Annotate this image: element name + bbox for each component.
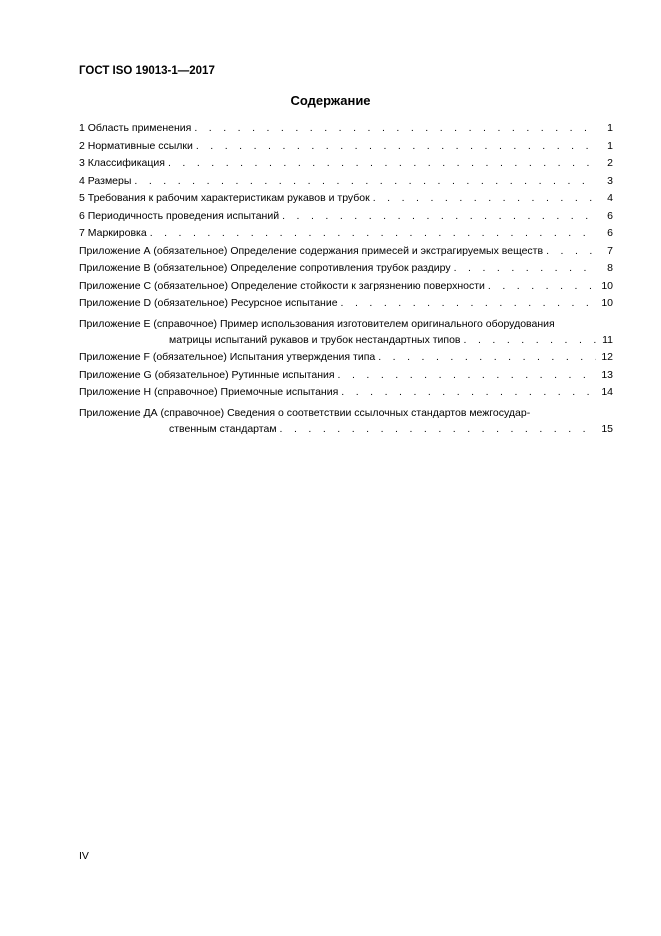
- leader-dots: [373, 190, 596, 208]
- toc-entry-page: 7: [607, 244, 613, 257]
- toc-title: Содержание: [290, 93, 371, 108]
- leader-dots: [280, 421, 596, 439]
- toc-entry-continuation: [79, 332, 613, 350]
- leader-dots: [196, 138, 596, 156]
- toc-entry[interactable]: [79, 295, 613, 313]
- toc-entry-text-line1: Приложение Е (справочное) Пример использования изготовителем оригинального оборудования: [79, 317, 555, 330]
- toc-entry-text: Приложение А (обязательное) Определение содержания примесей и экстрагируемых веществ: [79, 244, 544, 257]
- toc-entry[interactable]: [79, 225, 613, 243]
- toc-entry[interactable]: [79, 260, 613, 278]
- toc-entry-page: 8: [607, 262, 613, 274]
- toc-entry-text: Приложение G (обязательное) Рутинные испытания: [79, 368, 335, 381]
- leader-dots: [454, 260, 596, 278]
- document-code: ГОСТ ISO 19013-1—2017: [79, 65, 215, 77]
- leader-dots: [150, 225, 596, 243]
- toc-entry-text: 4 Размеры: [79, 174, 132, 187]
- leader-dots: [464, 332, 596, 350]
- toc-entry[interactable]: [79, 173, 613, 191]
- toc-entry[interactable]: [79, 138, 613, 156]
- toc-entry-page: 11: [602, 333, 613, 346]
- toc-entry-page: 12: [601, 351, 613, 363]
- toc-entry-text: 6 Периодичность проведения испытаний: [79, 209, 280, 222]
- toc-entry-text: 2 Нормативные ссылки: [79, 139, 193, 152]
- toc-entry[interactable]: [79, 120, 613, 138]
- toc-entry-text: Приложение В (обязательное) Определение сопротивления трубок раздиру: [79, 262, 451, 274]
- toc-entry-text: Приложение D (обязательное) Ресурсное испытание: [79, 297, 338, 309]
- toc-entry-text-line2: матрицы испытаний рукавов и трубок нестандартных типов: [169, 333, 461, 346]
- leader-dots: [168, 155, 596, 173]
- toc-entry-page: 2: [607, 157, 613, 169]
- toc-entry-page: 1: [607, 139, 613, 152]
- leader-dots: [194, 120, 596, 138]
- toc-entry[interactable]: [79, 190, 613, 208]
- leader-dots: [341, 384, 596, 402]
- toc-entry-page: 15: [601, 422, 613, 435]
- toc-entry-multiline[interactable]: [79, 405, 613, 439]
- toc-entry[interactable]: [79, 349, 613, 367]
- leader-dots: [546, 243, 596, 261]
- toc-entry-page: 10: [601, 297, 613, 309]
- toc-entry-text: 3 Классификация: [79, 157, 165, 169]
- toc-entry[interactable]: [79, 367, 613, 385]
- leader-dots: [488, 278, 596, 296]
- toc-entry-text: Приложение С (обязательное) Определение стойкости к загрязнению поверхности: [79, 279, 485, 292]
- toc-entry-text: 1 Область применения: [79, 122, 192, 134]
- toc-entry-page: 6: [607, 227, 613, 239]
- toc-entry-page: 10: [601, 279, 613, 292]
- leader-dots: [378, 349, 596, 367]
- toc-entry-page: 14: [601, 386, 613, 398]
- table-of-contents: [79, 120, 613, 438]
- toc-entry[interactable]: [79, 384, 613, 402]
- toc-entry[interactable]: [79, 155, 613, 173]
- leader-dots: [282, 208, 596, 226]
- toc-entry-page: 6: [607, 209, 613, 222]
- toc-entry-page: 3: [607, 174, 613, 187]
- toc-entry-text: 5 Требования к рабочим характеристикам рукавов и трубок: [79, 192, 370, 204]
- toc-entry-text: 7 Маркировка: [79, 227, 147, 239]
- toc-entry[interactable]: [79, 278, 613, 296]
- toc-entry-text-line2: ственным стандартам: [169, 422, 277, 435]
- leader-dots: [341, 295, 596, 313]
- toc-entry-page: 1: [607, 122, 613, 134]
- page-number: IV: [79, 850, 89, 862]
- toc-entry-multiline[interactable]: [79, 316, 613, 350]
- toc-entry-text: Приложение Н (справочное) Приемочные испытания: [79, 386, 339, 398]
- leader-dots: [338, 367, 596, 385]
- toc-entry-text-line1: Приложение ДА (справочное) Сведения о соответствии ссылочных стандартов межгосудар-: [79, 406, 531, 419]
- toc-entry-page: 4: [607, 192, 613, 204]
- toc-entry[interactable]: [79, 243, 613, 261]
- toc-entry-text: Приложение F (обязательное) Испытания утверждения типа: [79, 351, 376, 363]
- leader-dots: [134, 173, 596, 191]
- toc-entry-page: 13: [601, 368, 613, 381]
- toc-entry[interactable]: [79, 208, 613, 226]
- toc-entry-continuation: [79, 421, 613, 439]
